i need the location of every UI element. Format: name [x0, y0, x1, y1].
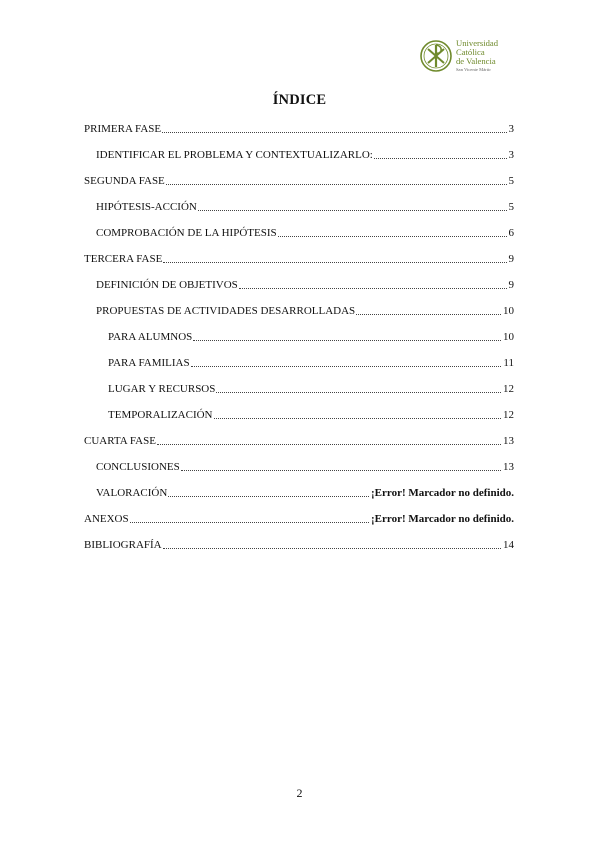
toc-entry-label: COMPROBACIÓN DE LA HIPÓTESIS: [96, 227, 277, 239]
toc-leader-dots: [168, 496, 369, 497]
toc-entry[interactable]: [96, 458, 514, 474]
toc-leader-dots: [198, 210, 507, 211]
toc-entry-page: ¡Error! Marcador no definido.: [371, 513, 514, 525]
toc-entry-label: BIBLIOGRAFÍA: [84, 539, 162, 551]
toc-entry-page: ¡Error! Marcador no definido.: [371, 487, 514, 499]
toc-entry-label: CUARTA FASE: [84, 435, 156, 447]
toc-entry[interactable]: [96, 198, 514, 214]
page-title: ÍNDICE: [272, 92, 327, 108]
toc-entry-label: TEMPORALIZACIÓN: [108, 409, 213, 421]
toc-entry[interactable]: [84, 536, 514, 552]
toc-entry-page: 9: [508, 253, 514, 265]
toc-entry[interactable]: [108, 380, 514, 396]
university-seal-icon: [420, 40, 452, 72]
toc-entry[interactable]: [96, 146, 514, 162]
toc-entry-label: CONCLUSIONES: [96, 461, 180, 473]
toc-leader-dots: [278, 236, 507, 237]
toc-entry-label: ANEXOS: [84, 513, 129, 525]
toc-entry-label: PARA ALUMNOS: [108, 331, 193, 343]
logo-line-1: Universidad: [456, 38, 499, 48]
toc-entry-page: 9: [508, 279, 514, 291]
toc-leader-dots: [356, 314, 501, 315]
toc-entry-page: 10: [503, 331, 514, 343]
toc-leader-dots: [216, 392, 501, 393]
toc-entry-label: HIPÓTESIS-ACCIÓN: [96, 201, 197, 213]
logo-line-2: Católica: [456, 47, 485, 57]
toc-entry[interactable]: [96, 224, 514, 240]
toc-entry-page: 12: [503, 383, 514, 395]
toc-leader-dots: [162, 132, 506, 133]
toc-entry-label: PRIMERA FASE: [84, 123, 162, 135]
logo-line-3: de Valencia: [456, 56, 496, 66]
toc-leader-dots: [163, 548, 501, 549]
toc-entry-label: VALORACIÓN: [96, 487, 168, 499]
toc-entry[interactable]: [84, 250, 514, 266]
toc-entry[interactable]: [108, 354, 514, 370]
toc-leader-dots: [163, 262, 506, 263]
toc-leader-dots: [191, 366, 502, 367]
toc-entry[interactable]: [96, 484, 514, 500]
toc-entry-label: LUGAR Y RECURSOS: [108, 383, 216, 395]
toc-leader-dots: [193, 340, 501, 341]
toc-leader-dots: [374, 158, 507, 159]
toc-entry-label: IDENTIFICAR EL PROBLEMA Y CONTEXTUALIZARLO:: [96, 149, 373, 161]
toc-entry[interactable]: [84, 510, 514, 526]
toc-entry-page: 6: [508, 227, 514, 239]
toc-entry-page: 5: [508, 175, 514, 187]
toc-entry[interactable]: [108, 406, 514, 422]
university-name: [456, 39, 498, 73]
toc-leader-dots: [181, 470, 501, 471]
page-number: 2: [296, 786, 303, 800]
toc-leader-dots: [214, 418, 502, 419]
toc-entry-page: 11: [503, 357, 514, 369]
toc-entry[interactable]: [96, 276, 514, 292]
toc-entry[interactable]: [84, 120, 514, 136]
toc-leader-dots: [157, 444, 501, 445]
toc-entry-page: 10: [503, 305, 514, 317]
toc-entry[interactable]: [108, 328, 514, 344]
toc-entry-page: 3: [508, 149, 514, 161]
toc-entry-label: PARA FAMILIAS: [108, 357, 190, 369]
toc-entry[interactable]: [84, 172, 514, 188]
toc-entry-label: DEFINICIÓN DE OBJETIVOS: [96, 279, 238, 291]
toc-entry-page: 14: [503, 539, 514, 551]
toc-entry-page: 13: [503, 461, 514, 473]
toc-entry-label: PROPUESTAS DE ACTIVIDADES DESARROLLADAS: [96, 305, 356, 317]
toc-entry[interactable]: [84, 432, 514, 448]
toc-entry-page: 5: [508, 201, 514, 213]
toc-leader-dots: [130, 522, 369, 523]
toc-entry-label: SEGUNDA FASE: [84, 175, 165, 187]
logo-line-4: San Vicente Mártir: [456, 67, 491, 72]
toc-entry-label: TERCERA FASE: [84, 253, 163, 265]
university-logo: [420, 34, 520, 78]
toc-entry-page: 12: [503, 409, 514, 421]
toc-entry-page: 3: [508, 123, 514, 135]
toc-leader-dots: [166, 184, 507, 185]
toc-entry[interactable]: [96, 302, 514, 318]
toc-entry-page: 13: [503, 435, 514, 447]
toc-leader-dots: [239, 288, 507, 289]
